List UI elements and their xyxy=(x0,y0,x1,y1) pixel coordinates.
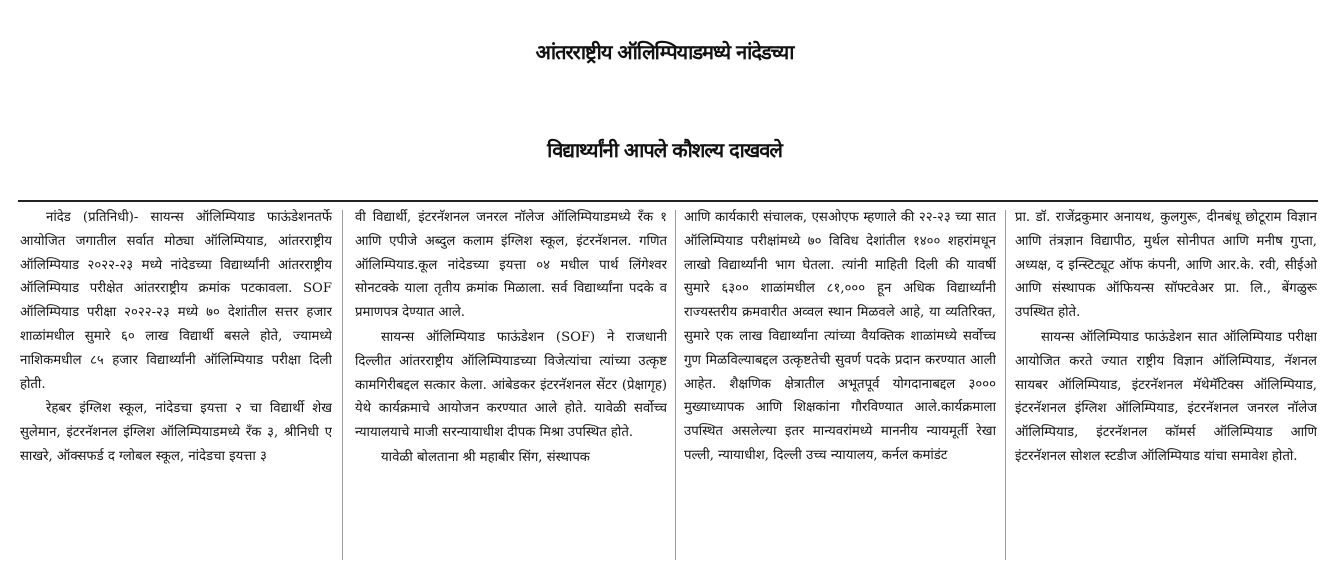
headline-line-1: आंतरराष्ट्रीय ऑलिम्पियाडमध्ये नांदेडच्या xyxy=(535,40,794,64)
headline-line-2: विद्यार्थ्यांनी आपले कौशल्य दाखवले xyxy=(547,138,782,162)
article-paragraph: सायन्स ऑलिम्पियाड फाऊंडेशन (SOF) ने राजधानी दिल्लीत आंतरराष्ट्रीय ऑलिम्पियाडच्या विजेत्यांचा त्यांच्या उत्कृष्ट कामगिरीबद्दल सत्कार केला. आंबेडकर इंटरनॅशनल सेंटर (प्रेक्षागृह) येथे कार्यक्रमाचे आयोजन करण्यात आले होते. यावेळी सर्वोच्च न्यायालयाचे माजी सरन्यायाधीश दीपक मिश्रा उपस्थित होते. xyxy=(355,329,667,441)
article-paragraph: आणि कार्यकारी संचालक, एसओएफ म्हणाले की २२-२३ च्या सात ऑलिम्पियाड परीक्षांमध्ये ७० विविध देशांतील १४०० शहरांमधून लाखो विद्यार्थ्यांनी भाग घेतला. त्यांनी माहिती दिली की यावर्षी सुमारे ६३०० शाळांमधील ८१,००० हून अधिक विद्यार्थ्यांनी राज्यस्तरीय क्रमवारीत अव्वल स्थान मिळवले आहे, या व्यतिरिक्त, सुमारे एक लाख विद्यार्थ्यांना त्यांच्या वैयक्तिक शाळांमध्ये सर्वोच्च गुण मिळविल्याबद्दल उत्कृष्टतेची सुवर्ण पदके प्रदान करण्यात आली आहेत. शैक्षणिक क्षेत्रातील अभूतपूर्व योगदानाबद्दल ३००० मुख्याध्यापक आणि शिक्षकांना गौरविण्यात आले.कार्यक्रमाला उपस्थित असलेल्या इतर मान्यवरांमध्ये माननीय न्यायमूर्ती रेखा पल्ली, न्यायाधीश, दिल्ली उच्च न्यायालय, कर्नल कमांडंट xyxy=(684,210,996,463)
column-divider xyxy=(1005,210,1006,560)
headline-divider xyxy=(18,200,1318,202)
article-column-1 xyxy=(20,206,332,566)
article-paragraph: वी विद्यार्थी, इंटरनॅशनल जनरल नॉलेज ऑलिम्पियाडमध्ये रँक १ आणि एपीजे अब्दुल कलाम इंग्लिश स्कूल, इंटरनॅशनल. गणित ऑलिम्पियाड.कूल नांदेडच्या इयत्ता ०४ मधील पार्थ लिंगेश्वर सोनटक्के याला तृतीय क्रमांक मिळाला. सर्व विद्यार्थ्यांना पदके व प्रमाणपत्र देण्यात आले. xyxy=(355,210,667,321)
article-column-3 xyxy=(684,206,996,566)
article-paragraph: यावेळी बोलताना श्री महाबीर सिंग, संस्थापक xyxy=(381,449,590,465)
article-paragraph: प्रा. डॉ. राजेंद्रकुमार अनायथ, कुलगुरू, दीनबंधू छोटूराम विज्ञान आणि तंत्रज्ञान विद्यापीठ, मुर्थल सोनीपत आणि मनीष गुप्ता, अध्यक्ष, द इन्स्टिट्यूट ऑफ कंपनी, आणि आर.के. रवी, सीईओ आणि संस्थापक ऑफियन्स सॉफ्टवेअर प्रा. लि., बेंगळुरू उपस्थित होते. xyxy=(1015,210,1317,321)
article-paragraph: सायन्स ऑलिम्पियाड फाऊंडेशन सात ऑलिम्पियाड परीक्षा आयोजित करते ज्यात राष्ट्रीय विज्ञान ऑलिम्पियाड, नॅशनल सायबर ऑलिम्पियाड, इंटरनॅशनल मॅथेमॅटिक्स ऑलिम्पियाड, इंटरनॅशनल इंग्लिश ऑलिम्पियाड, इंटरनॅशनल जनरल नॉलेज ऑलिम्पियाड, इंटरनॅशनल कॉमर्स ऑलिम्पियाड आणि इंटरनॅशनल सोशल स्टडीज ऑलिम्पियाड यांचा समावेश होतो. xyxy=(1015,329,1317,464)
article-paragraph: नांदेड (प्रतिनिधी)- सायन्स ऑलिम्पियाड फाऊंडेशनतर्फे आयोजित जगातील सर्वात मोठ्या ऑलिम्पियाड, आंतरराष्ट्रीय ऑलिम्पियाड २०२२-२३ मध्ये नांदेडच्या विद्यार्थ्यांनी आंतरराष्ट्रीय ऑलिम्पियाड परीक्षेत आंतरराष्ट्रीय क्रमांक पटकावला. SOF ऑलिम्पियाड परीक्षा २०२२-२३ मध्ये ७० देशांतील सत्तर हजार शाळांमधील सुमारे ६० लाख विद्यार्थी बसले होते, ज्यामध्ये नाशिकमधील ८५ हजार विद्यार्थ्यांनी ऑलिम्पियाड परीक्षा दिली होती. xyxy=(20,210,332,392)
article-column-4 xyxy=(1015,206,1317,566)
article-paragraph: रेहबर इंग्लिश स्कूल, नांदेडचा इयत्ता २ चा विद्यार्थी शेख सुलेमान, इंटरनॅशनल इंग्लिश ऑलिम्पियाडमध्ये रँक ३, श्रीनिधी ए साखरे, ऑक्सफर्ड द ग्लोबल स्कूल, नांदेडचा इयत्ता ३ xyxy=(20,401,332,464)
article-column-2 xyxy=(355,206,667,566)
column-divider xyxy=(342,210,343,560)
column-divider xyxy=(675,210,676,560)
